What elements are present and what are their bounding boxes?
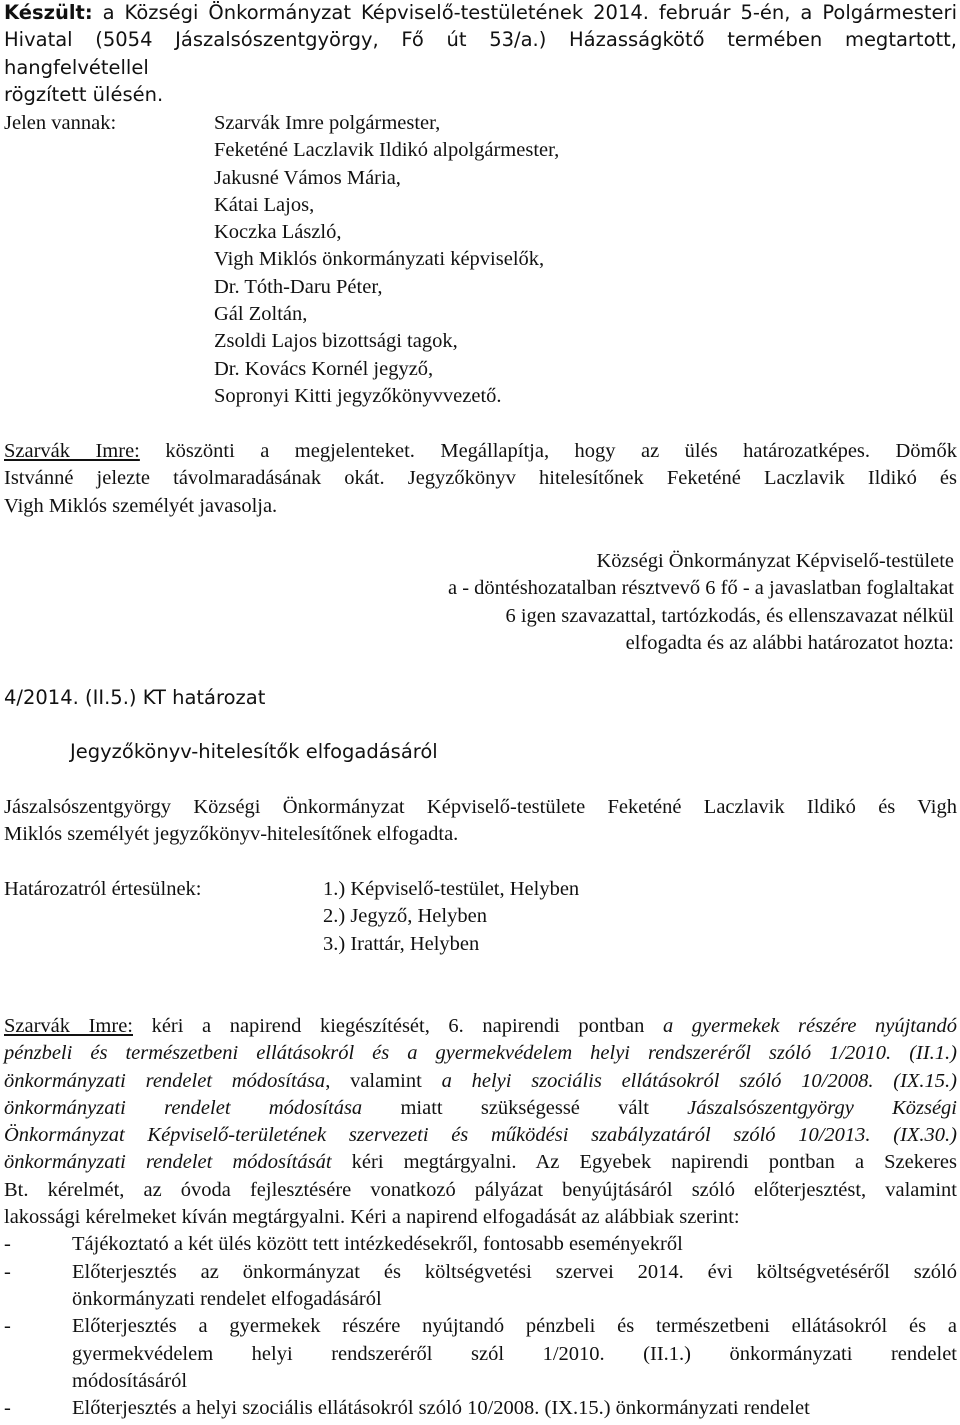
agenda-item-line: módosításáról <box>72 1369 188 1392</box>
agenda-text: kéri megtárgyalni. Az Egyebek napirendi pontban a Szekeres <box>331 1151 957 1174</box>
agenda-item-text <box>72 1313 957 1395</box>
notify-list <box>323 876 579 958</box>
vote-line: Községi Önkormányzat Képviselő-testülete <box>596 550 954 572</box>
agenda-line <box>4 1122 957 1149</box>
opening-line-1 <box>4 438 957 465</box>
vote-block <box>4 548 958 657</box>
agenda-item-line: Tájékoztató a két ülés között tett intézkedésekről, fontosabb eseményekről <box>72 1233 683 1256</box>
vote-line: elfogadta és az alábbi határozatot hozta: <box>625 631 954 654</box>
agenda-text: Önkormányzat Képviselő-területének szervezeti és működési szabályzatáról szóló 10/2013. (IX.30.) <box>4 1124 957 1147</box>
agenda-item <box>4 1231 957 1258</box>
present-member: Gál Zoltán, <box>214 303 308 326</box>
opening-line-1-text: köszönti a megjelenteket. Megállapítja, hogy az ülés határozatképes. Dömők <box>139 440 957 462</box>
notify-label: Határozatról értesülnek: <box>4 878 202 900</box>
agenda-item-dash: - <box>4 1315 11 1338</box>
present-member: Dr. Kovács Kornél jegyző, <box>214 357 434 380</box>
resolution-body-line-2: Miklós személyét jegyzőkönyv-hitelesítőnek elfogadta. <box>4 823 459 846</box>
agenda-item-text <box>72 1259 957 1314</box>
present-member: Vigh Miklós önkormányzati képviselők, <box>214 248 545 271</box>
opening-paragraph <box>4 438 957 520</box>
agenda-text: önkormányzati rendelet módosítását <box>4 1151 332 1174</box>
agenda-text: önkormányzati rendelet módosítása <box>4 1096 363 1119</box>
opening-line-2: Istvánné jelezte távolmaradásának okát. Jegyzőkönyv hitelesítőnek Feketéné Laczlavik Ildikó és <box>4 467 957 490</box>
agenda-text: Jászalsószentgyörgy Községi <box>687 1096 957 1119</box>
agenda-line <box>4 1149 957 1176</box>
agenda-item <box>4 1313 957 1395</box>
agenda-item-dash: - <box>4 1397 11 1420</box>
agenda-line <box>4 1177 957 1204</box>
present-label: Jelen vannak: <box>4 112 117 134</box>
vote-line: 6 igen szavazattal, tartózkodás, és ellenszavazat nélkül <box>505 604 954 627</box>
agenda-item-dash: - <box>4 1260 11 1283</box>
notify-item: 1.) Képviselő-testület, Helyben <box>323 878 580 900</box>
agenda-text: kéri a napirend kiegészítését, 6. napirendi pontban <box>133 1015 663 1037</box>
agenda-item-line: Előterjesztés a helyi szociális ellátásokról szóló 10/2008. (IX.15.) önkormányzati rendelet <box>72 1397 810 1420</box>
present-member: Sopronyi Kitti jegyzőkönyvvezető. <box>214 384 502 407</box>
agenda-line <box>4 1040 957 1067</box>
agenda-line <box>4 1095 957 1122</box>
header-paragraph <box>4 0 957 108</box>
notify-item: 2.) Jegyző, Helyben <box>323 905 487 928</box>
agenda-text: a gyermekek részére nyújtandó <box>662 1015 958 1037</box>
agenda-item <box>4 1259 957 1314</box>
opening-line-3: Vigh Miklós személyét javasolja. <box>4 494 278 517</box>
present-member: Koczka László, <box>214 221 342 244</box>
agenda-line <box>4 1204 957 1231</box>
agenda-text: miatt szükségessé vált <box>362 1096 688 1119</box>
present-list <box>214 110 559 410</box>
agenda-item-text <box>72 1231 957 1258</box>
resolution-number: 4/2014. (II.5.) KT határozat <box>4 686 266 709</box>
present-member: Feketéné Laczlavik Ildikó alpolgármester, <box>214 139 560 162</box>
agenda-section <box>4 1013 957 1422</box>
agenda-text: a helyi szociális ellátásokról szóló 10/2008. (IX.15.) <box>441 1069 958 1092</box>
agenda-text: , valamint <box>325 1069 442 1092</box>
agenda-text: Bt. kérelmét, az óvoda fejlesztésére vonatkozó pályázat benyújtásáról szóló előterjesztést, valamint <box>4 1178 957 1201</box>
agenda-text: önkormányzati rendelet módosítása <box>4 1069 326 1092</box>
agenda-line <box>4 1068 957 1095</box>
agenda-item-line: Előterjesztés az önkormányzat és költségvetési szervei 2014. évi költségvetéséről szóló <box>72 1260 957 1283</box>
agenda-item-line: Előterjesztés a gyermekek részére nyújtandó pénzbeli és természetbeni ellátásokról és a <box>72 1315 957 1338</box>
agenda-line <box>4 1013 957 1040</box>
agenda-item-text <box>72 1395 957 1422</box>
header-line-1-text: a Községi Önkormányzat Képviselő-testületének 2014. február 5-én, a Polgármesteri <box>102 1 957 24</box>
agenda-text: lakossági kérelmeket kíván megtárgyalni. Kéri a napirend elfogadását az alábbiak szerint: <box>4 1206 740 1229</box>
agenda-paragraph <box>4 1013 957 1231</box>
agenda-item-dash: - <box>4 1233 11 1256</box>
header-line-3: rögzített ülésén. <box>4 82 164 106</box>
notify-item: 3.) Irattár, Helyben <box>323 932 480 955</box>
vote-line: a - döntéshozatalban résztvevő 6 fő - a javaslatban foglaltakat <box>447 577 954 600</box>
present-member: Kátai Lajos, <box>214 193 315 216</box>
header-line-2: Hivatal (5054 Jászalsószentgyörgy, Fő út 53/a.) Házasságkötő termében megtartott, hangfelvétellel <box>4 28 957 79</box>
agenda-text: pénzbeli és természetbeni ellátásokról és a gyermekvédelem helyi rendszeréről szóló 1/2010. (II.1.) <box>4 1042 957 1065</box>
present-section <box>4 110 559 410</box>
present-member: Jakusné Vámos Mária, <box>214 166 401 189</box>
header-line-1 <box>4 0 957 26</box>
notify-section <box>4 876 579 958</box>
agenda-speaker: Szarvák Imre: <box>4 1015 133 1037</box>
agenda-item <box>4 1395 957 1422</box>
header-label: Készült: <box>4 1 93 24</box>
present-member: Zsoldi Lajos bizottsági tagok, <box>214 330 458 353</box>
opening-speaker: Szarvák Imre: <box>4 440 140 462</box>
agenda-items <box>4 1231 957 1422</box>
resolution-body <box>4 794 957 849</box>
resolution-title: Jegyzőkönyv-hitelesítők elfogadásáról <box>70 740 438 763</box>
present-member: Szarvák Imre polgármester, <box>214 112 441 134</box>
agenda-item-line: gyermekvédelem helyi rendszeréről szól 1/2010. (II.1.) önkormányzati rendelet <box>72 1342 957 1365</box>
present-member: Dr. Tóth-Daru Péter, <box>214 275 383 298</box>
resolution-body-line-1: Jászalsószentgyörgy Községi Önkormányzat Képviselő-testülete Feketéné Laczlavik Ildikó és Vigh <box>4 796 957 818</box>
agenda-item-line: önkormányzati rendelet elfogadásáról <box>72 1287 382 1310</box>
